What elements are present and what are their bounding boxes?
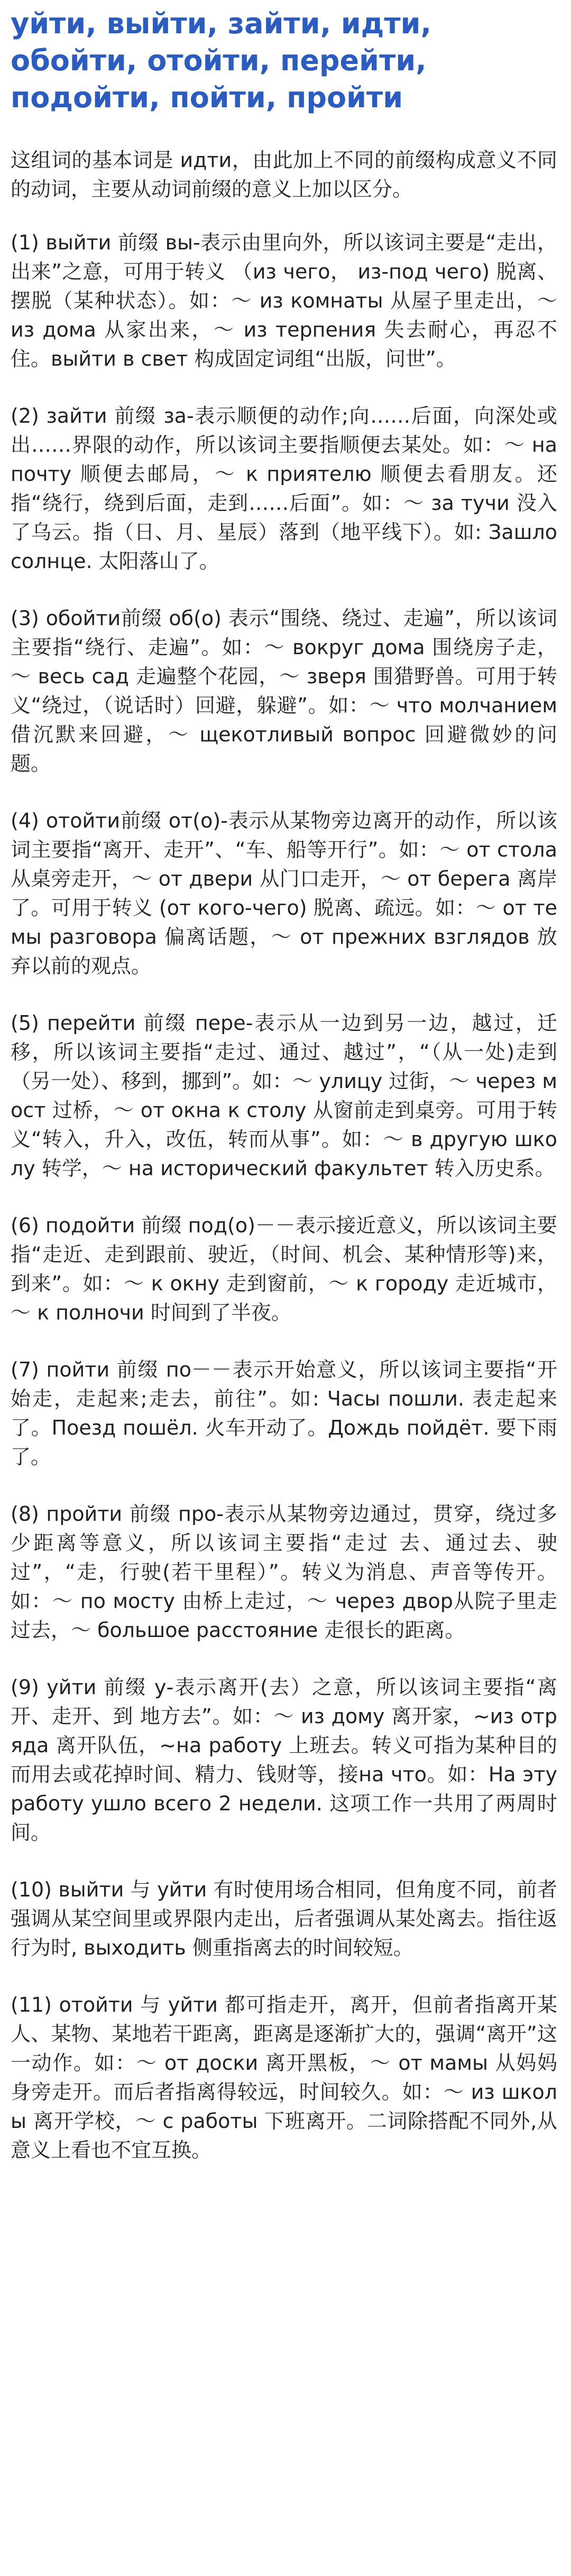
article-title: уйти, выйти, зайти, идти, обойти, отойти, перейти, подойти, пойти, пройти [11, 7, 431, 114]
paragraph-9: (9) уйти 前缀 у-表示离开(去）之意，所以该词主要指“离开、走开、到 地方去”。如：～ из дому 离开家，~из отряда 离开队伍，~на работу 上班去。转义可指为某种目的而用去或花掉时间、精力、钱财等，接на что。如：На эту работу ушло всего 2 недели. 这项工作一共用了两周时间。 [11, 1676, 557, 1844]
paragraph-5: (5) перейти 前缀 пере-表示从一边到另一边，越过，迁移，所以该词主要指“走过、通过、越过”，“（从一处)走到（另一处）、移到，挪到”。如：～ улицу 过街，～ через мост 过桥，～ от окна к столу 从窗前走到桌旁。可用于转义“转入，升入，改伍，转而从事”。如：～ в другую школу 转学，～ на исторический факультет 转入历史系。 [11, 1011, 557, 1180]
paragraph-3: (3) обойти前缀 об(о) 表示“围绕、绕过、走遍”，所以该词主要指“绕行、走遍”。如：～ вокруг дома 围绕房子走，～ весь сад 走遍整个花园，～ зверя 围猎野兽。可用于转义“绕过，（说话时）回避，躲避”。如：～ что молчанием 借沉默来回避，～ щекотливый вопрос 回避微妙的问题。 [11, 607, 557, 775]
paragraph-6: (6) подойти 前缀 под(о)－－表示接近意义，所以该词主要指“走近、走到跟前、驶近，（时间、机会、某种情形等)来，到来”。如：～ к окну 走到窗前，～ к городу 走近城市，～ к полночи 时间到了半夜。 [11, 1214, 557, 1324]
paragraph-1: (1) выйти 前缀 вы-表示由里向外，所以该词主要是“走出，出来”之意，可用于转义 （из чего， из-под чего) 脱离、摆脱（某种状态）。如：～ из комнаты 从屋子里走出，～ из дома 从家出来，～ из терпения 失去耐心，再忍不住。выйти в свет 构成固定词组“出版，问世”。 [11, 231, 557, 370]
paragraph-11: (11) отойти 与 уйти 都可指走开，离开，但前者指离开某人、某物、某地若干距离，距离是逐渐扩大的，强调“离开”这一动作。如：～ от доски 离开黑板，～ от мамы 从妈妈身旁走开。而后者指离得较远，时间较久。如：～ из школы 离开学校，～ с работы 下班离开。二词除搭配不同外,从意义上看也不宜互换。 [11, 1993, 557, 2162]
paragraph-8: (8) пройти 前缀 про-表示从某物旁边通过，贯穿，绕过多少距离等意义，所以该词主要指“走过 去、通过去、驶过”，“走，行驶(若干里程）”。转义为消息、声音等传开。如：～ по мосту 由桥上走过，～ через двор从院子里走过去，～ большое расстояние 走很长的距离。 [11, 1502, 557, 1642]
paragraph-2: (2) зайти 前缀 за-表示顺便的动作;向……后面，向深处或出……界限的动作，所以该词主要指顺便去某处。如：～ на почту 顺便去邮局，～ к приятелю 顺便去看朋友。还指“绕行，绕到后面，走到……后面”。如：～ за тучи 没入了乌云。指（日、月、星辰）落到（地平线下）。如: Зашло солнце. 太阳落山了。 [11, 404, 557, 573]
paragraph-4: (4) отойти前缀 от(о)-表示从某物旁边离开的动作，所以该词主要指“离开、走开”、“车、船等开行”。如：～ от стола 从桌旁走开，～ от двери 从门口走开，～ от берега 离岸了。可用于转义 (от кого-чего) 脱离、疏远。如：～ от темы разговора 偏离话题，～ от прежних взглядов 放弃以前的观点。 [11, 809, 557, 978]
paragraph-10: (10) выйти 与 уйти 有时使用场合相同，但角度不同，前者强调从某空间里或界限内走出，后者强调从某处离去。指往返行为时, выходить 侧重指离去的时间较短。 [11, 1878, 557, 1959]
intro-paragraph: 这组词的基本词是 идти，由此加上不同的前缀构成意义不同的动词，主要从动词前缀的意义上加以区分。 [11, 148, 557, 201]
paragraph-7: (7) пойти 前缀 по－－表示开始意义，所以该词主要指“开始走，走起来;走去，前往”。如: Часы пошли. 表走起来了。Поезд пошёл. 火车开动了。Дождь пойдёт. 要下雨了。 [11, 1358, 557, 1468]
